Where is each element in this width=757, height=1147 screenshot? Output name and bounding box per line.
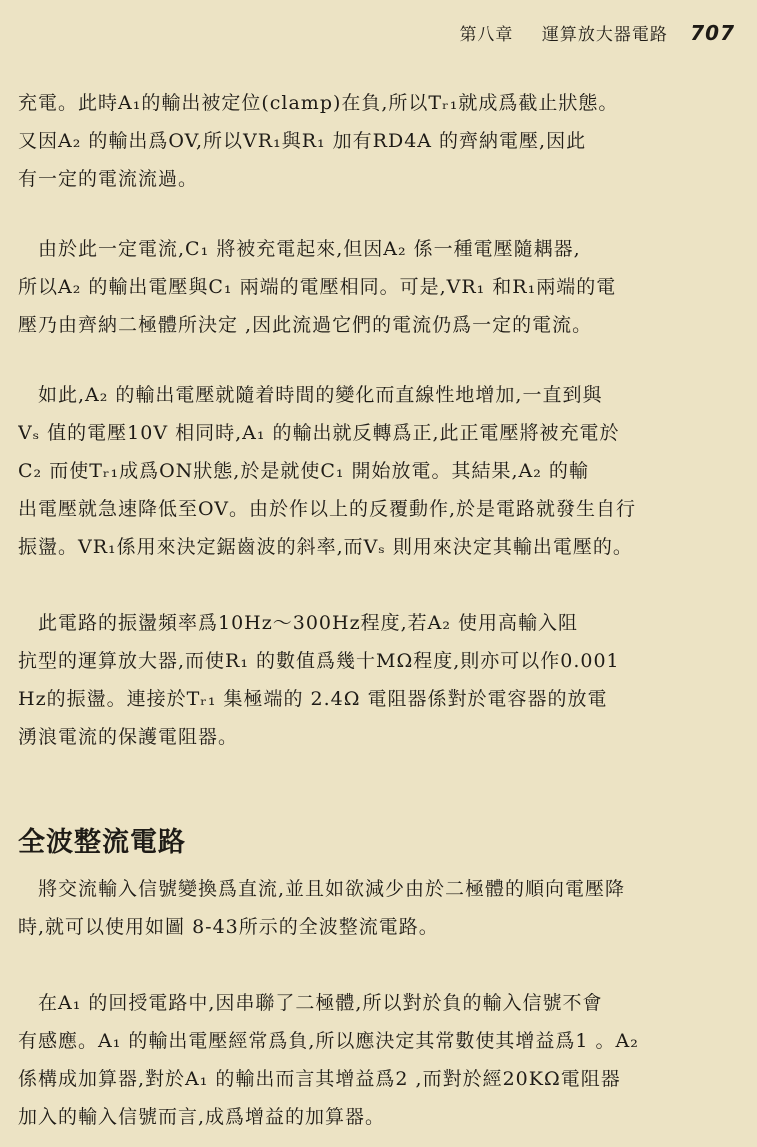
paragraph-6 — [18, 984, 742, 1136]
page-number: 707 — [690, 21, 735, 45]
text-line: 由於此一定電流,C₁ 將被充電起來,但因A₂ 係一種電壓隨耦器, — [18, 238, 581, 260]
paragraph-3 — [18, 376, 742, 566]
text-line: 此電路的振盪頻率爲10Hz～300Hz程度,若A₂ 使用高輸入阻 — [18, 612, 579, 634]
text-line: 有一定的電流流過。 — [18, 168, 199, 190]
text-line: Hz的振盪。連接於Tᵣ₁ 集極端的 2.4Ω 電阻器係對於電容器的放電 — [18, 688, 608, 710]
paragraph-5 — [18, 870, 742, 946]
paragraph-4 — [18, 604, 742, 756]
text-line: 抗型的運算放大器,而使R₁ 的數值爲幾十MΩ程度,則亦可以作0.001 — [18, 650, 620, 672]
text-line: 有感應。A₁ 的輸出電壓經常爲負,所以應決定其常數使其增益爲1 。A₂ — [18, 1030, 639, 1052]
text-line: 在A₁ 的回授電路中,因串聯了二極體,所以對於負的輸入信號不會 — [18, 992, 603, 1014]
chapter-label: 第八章 — [459, 25, 514, 45]
running-header — [459, 20, 735, 45]
text-line: 又因A₂ 的輸出爲OV,所以VR₁與R₁ 加有RD4A 的齊納電壓,因此 — [18, 130, 587, 152]
text-line: 振盪。VR₁係用來決定鋸齒波的斜率,而Vₛ 則用來決定其輸出電壓的。 — [18, 536, 633, 558]
text-line: 如此,A₂ 的輸出電壓就隨着時間的變化而直線性地增加,一直到與 — [18, 384, 603, 406]
section-label: 運算放大器電路 — [541, 25, 668, 45]
section-heading: 全波整流電路 — [18, 827, 186, 858]
text-line: Vₛ 值的電壓10V 相同時,A₁ 的輸出就反轉爲正,此正電壓將被充電於 — [18, 422, 620, 444]
paragraph-1 — [18, 84, 742, 198]
text-line: 將交流輸入信號變換爲直流,並且如欲減少由於二極體的順向電壓降 — [18, 878, 626, 900]
text-line: 出電壓就急速降低至OV。由於作以上的反覆動作,於是電路就發生自行 — [18, 498, 637, 520]
text-line: 湧浪電流的保護電阻器。 — [18, 726, 239, 748]
text-line: 充電。此時A₁的輸出被定位(clamp)在負,所以Tᵣ₁就成爲截止狀態。 — [18, 92, 619, 114]
text-line: 係構成加算器,對於A₁ 的輸出而言其增益爲2 ,而對於經20KΩ電阻器 — [18, 1068, 621, 1090]
text-line: C₂ 而使Tᵣ₁成爲ON狀態,於是就使C₁ 開始放電。其結果,A₂ 的輸 — [18, 460, 589, 482]
text-line: 加入的輸入信號而言,成爲增益的加算器。 — [18, 1106, 386, 1128]
text-line: 壓乃由齊納二極體所決定 ,因此流過它們的電流仍爲一定的電流。 — [18, 314, 593, 336]
text-line: 所以A₂ 的輸出電壓與C₁ 兩端的電壓相同。可是,VR₁ 和R₁兩端的電 — [18, 276, 617, 298]
paragraph-2 — [18, 230, 742, 344]
text-line: 時,就可以使用如圖 8-43所示的全波整流電路。 — [18, 916, 439, 938]
